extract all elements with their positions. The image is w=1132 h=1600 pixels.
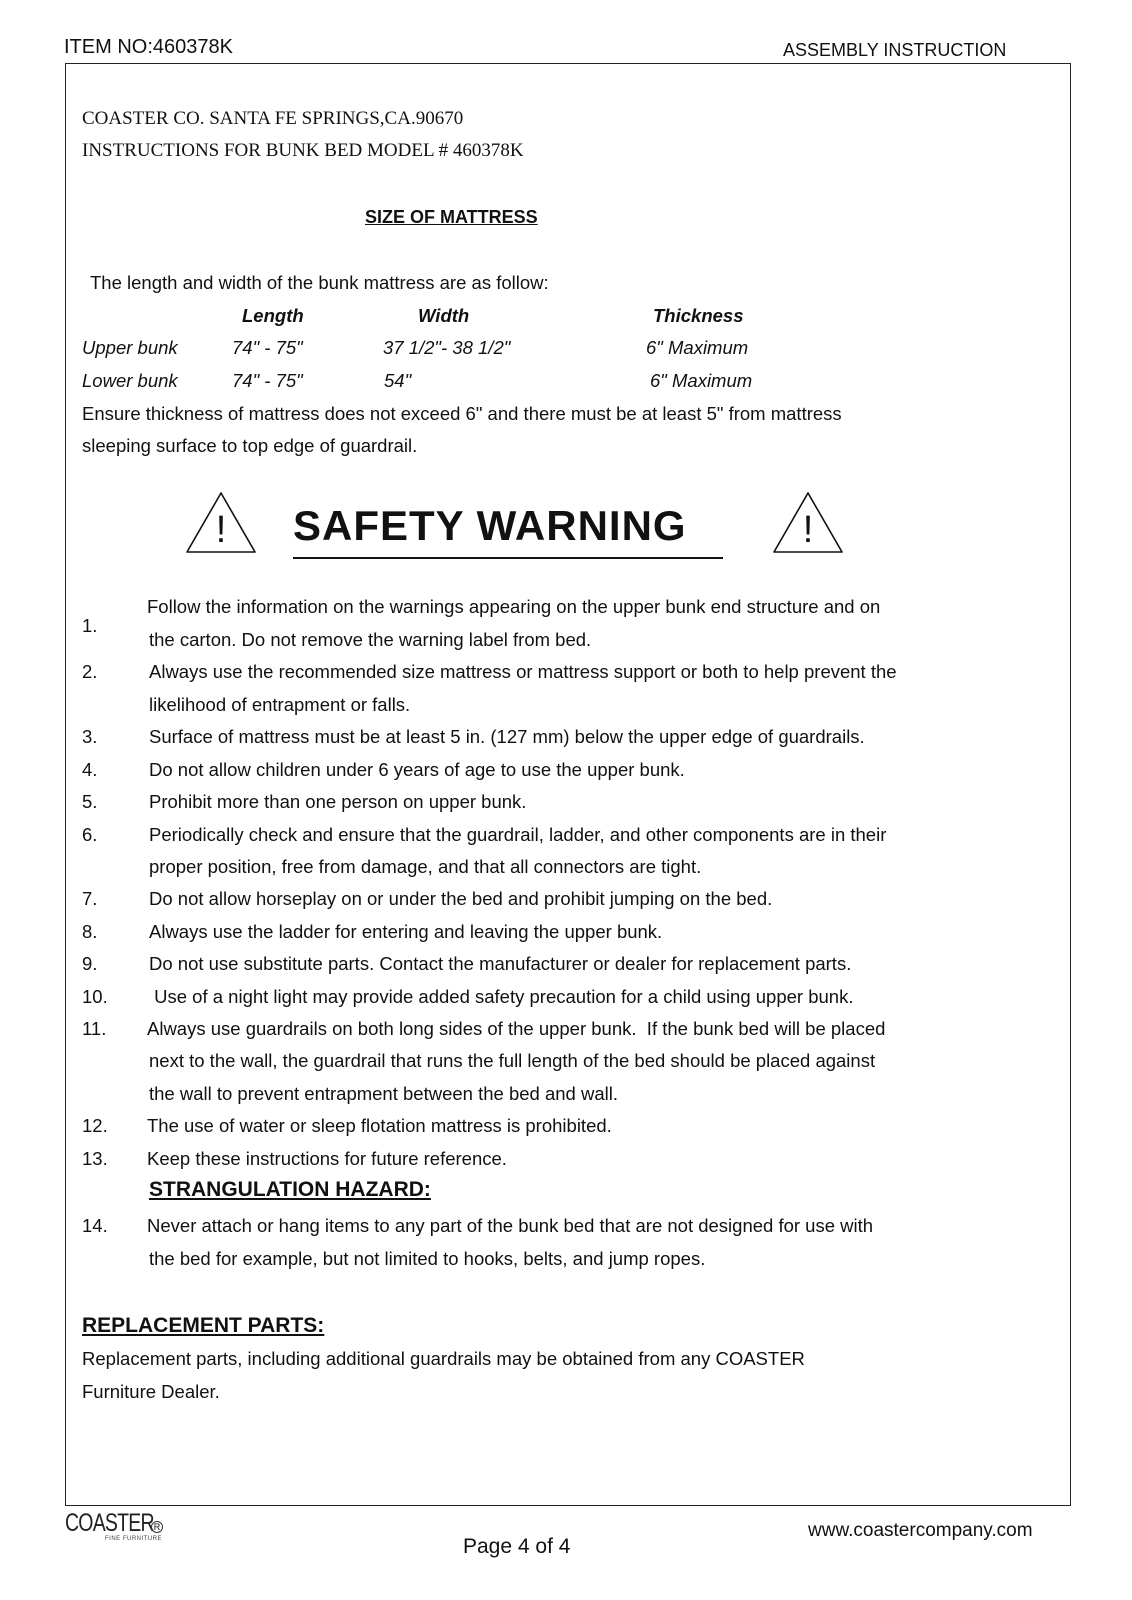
warning-triangle-icon-left [184,490,258,556]
logo-wordmark: COASTER [65,1509,154,1537]
model-line: INSTRUCTIONS FOR BUNK BED MODEL # 460378K [82,140,524,161]
company-address: COASTER CO. SANTA FE SPRINGS,CA.90670 [82,108,464,129]
item-number: ITEM NO:460378K [64,36,233,58]
mattress-note-2: sleeping surface to top edge of guardrail. [82,435,418,456]
strangulation-heading: STRANGULATION HAZARD: [149,1178,431,1201]
item-11-line-3: the wall to prevent entrapment between the bed and wall. [149,1083,618,1104]
item-11-line-2: next to the wall, the guardrail that runs the full length of the bed should be placed against [149,1050,876,1071]
replacement-line-2: Furniture Dealer. [82,1381,220,1402]
item-8-line-1: Always use the ladder for entering and leaving the upper bunk. [149,921,663,942]
safety-warning-title: SAFETY WARNING [293,502,687,549]
row-upper-label: Upper bunk [82,337,178,358]
website-url[interactable]: www.coastercompany.com [808,1520,1033,1541]
row-lower-width: 54" [384,370,412,391]
safety-warning-underline [293,557,723,559]
item-number-13: 13. [82,1148,108,1169]
col-width: Width [418,305,470,326]
item-number-3: 3. [82,726,98,747]
item-1-line-1: Follow the information on the warnings appearing on the upper bunk end structure and on [147,596,881,617]
item-14-line-1: Never attach or hang items to any part of the bunk bed that are not designed for use with [147,1215,874,1236]
logo-subtitle: FINE FURNITURE [105,1536,162,1542]
item-4-line-1: Do not allow children under 6 years of age to use the upper bunk. [149,759,685,780]
item-12-line-1: The use of water or sleep flotation mattress is prohibited. [147,1115,612,1136]
item-6-line-1: Periodically check and ensure that the guardrail, ladder, and other components are in their [149,824,887,845]
page-number: Page 4 of 4 [463,1535,571,1558]
item-10-line-1: Use of a night light may provide added safety precaution for a child using upper bunk. [149,986,854,1007]
replacement-heading: REPLACEMENT PARTS: [82,1314,325,1337]
item-number-14: 14. [82,1215,108,1236]
coaster-logo [65,1510,175,1550]
item-11-line-1: Always use guardrails on both long sides of the upper bunk. If the bunk bed will be placed [147,1018,886,1039]
mattress-heading: SIZE OF MATTRESS [365,207,538,227]
svg-text:!: ! [802,509,814,551]
mattress-intro: The length and width of the bunk mattress are as follow: [90,272,549,293]
document-type: ASSEMBLY INSTRUCTION [783,40,1007,60]
item-number-7: 7. [82,888,98,909]
item-2-line-2: likelihood of entrapment or falls. [149,694,411,715]
row-lower-length: 74" - 75" [232,370,303,391]
row-upper-width: 37 1/2"- 38 1/2" [383,337,511,358]
item-number-6: 6. [82,824,98,845]
item-14-line-2: the bed for example, but not limited to hooks, belts, and jump ropes. [149,1248,706,1269]
item-number-5: 5. [82,791,98,812]
item-7-line-1: Do not allow horseplay on or under the bed and prohibit jumping on the bed. [149,888,773,909]
item-number-9: 9. [82,953,98,974]
item-9-line-1: Do not use substitute parts. Contact the manufacturer or dealer for replacement parts. [149,953,852,974]
item-number-2: 2. [82,661,98,682]
item-number-12: 12. [82,1115,108,1136]
col-length: Length [242,305,304,326]
item-3-line-1: Surface of mattress must be at least 5 in. (127 mm) below the upper edge of guardrails. [149,726,865,747]
svg-text:!: ! [215,509,227,551]
item-13-line-1: Keep these instructions for future reference. [147,1148,507,1169]
item-6-line-2: proper position, free from damage, and that all connectors are tight. [149,856,702,877]
warning-triangle-icon-right [771,490,845,556]
item-1-line-2: the carton. Do not remove the warning label from bed. [149,629,592,650]
mattress-note-1: Ensure thickness of mattress does not exceed 6" and there must be at least 5" from mattress [82,403,842,424]
row-lower-label: Lower bunk [82,370,178,391]
row-upper-length: 74" - 75" [232,337,303,358]
item-number-4: 4. [82,759,98,780]
registered-mark-icon: R [151,1521,163,1533]
replacement-line-1: Replacement parts, including additional guardrails may be obtained from any COASTER [82,1348,805,1369]
item-number-11: 11. [82,1018,107,1039]
col-thickness: Thickness [653,305,744,326]
item-5-line-1: Prohibit more than one person on upper bunk. [149,791,527,812]
row-upper-thickness: 6" Maximum [646,337,749,358]
item-number-10: 10. [82,986,108,1007]
item-2-line-1: Always use the recommended size mattress or mattress support or both to help prevent the [149,661,897,682]
item-number-1: 1. [82,614,98,636]
item-number-8: 8. [82,921,98,942]
row-lower-thickness: 6" Maximum [650,370,753,391]
